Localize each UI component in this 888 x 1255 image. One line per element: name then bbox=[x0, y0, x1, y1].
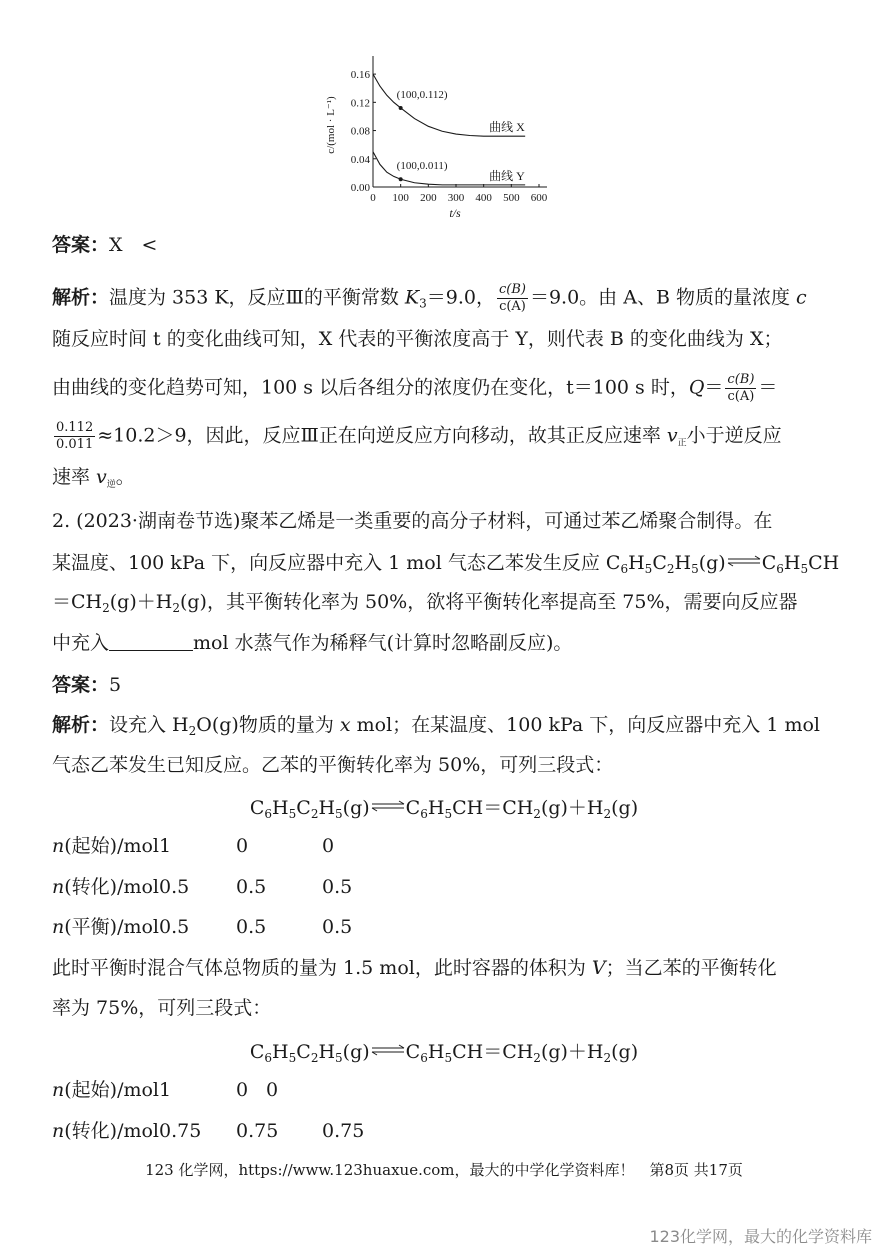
q2-stem-line-1: 2. (2023·湖南卷节选)聚苯乙烯是一类重要的高分子材料，可通过苯乙烯聚合制得。在 bbox=[52, 510, 773, 532]
equation-2: $C_6H_5C_2H_5(g)$ $C_6H_5CH=CH_2(g)+H_2(g)$ bbox=[0, 1037, 888, 1071]
table-row: n(起始)/mol1 bbox=[52, 835, 172, 857]
q1-answer bbox=[52, 232, 157, 258]
series-label-y: 曲线 Y bbox=[489, 168, 525, 183]
annotation-label: (100,0.011) bbox=[396, 160, 448, 173]
table-row: n(平衡)/mol0.5 bbox=[52, 916, 190, 938]
x-tick-label: 0 bbox=[370, 192, 376, 204]
q2-analysis-line-3: 此时平衡时混合气体总物质的量为 1.5 mol，此时容器的体积为 V；当乙苯的平衡转化 bbox=[52, 957, 777, 979]
q1-analysis-line-1: 解析：温度为 353 K，反应Ⅲ的平衡常数 $K_3=9.0$， $\frac{c(B)}{c(A)}$ ＝9.0。由 A、B 物质的量浓度 c bbox=[52, 282, 807, 314]
table-row: n(转化)/mol0.5 bbox=[52, 876, 190, 898]
y-tick-label: 0.08 bbox=[350, 125, 370, 138]
q2-answer bbox=[52, 672, 121, 698]
q2-answer-value: 5 bbox=[109, 674, 122, 696]
y-tick-label: 0.00 bbox=[350, 182, 370, 194]
equilibrium-arrow bbox=[371, 1037, 405, 1049]
q1-analysis-line-5: 速率 $v_逆$。 bbox=[52, 466, 135, 490]
fraction-0112-0011: $\frac{0.112}{0.011}$ bbox=[56, 420, 94, 452]
x-tick-label: 100 bbox=[392, 192, 409, 204]
q1-analysis-line-4: $\frac{0.112}{0.011}$ ≈10.2＞9，因此，反应Ⅲ正在向逆反应方向移动，故其正反应速率 $v_正$小于逆反应 bbox=[56, 420, 782, 452]
q1-analysis-line-3: 由曲线的变化趋势可知，100 s 以后各组分的浓度仍在变化，t＝100 s 时，Q＝ $\frac{c(B)}{c(A)}$ ＝ bbox=[52, 372, 778, 404]
x-tick-label: 600 bbox=[530, 192, 548, 204]
q2-analysis-label: 解析： bbox=[52, 714, 110, 736]
q2-analysis-line-4: 率为 75%，可列三段式： bbox=[52, 997, 272, 1019]
q2-stem-line-3: $=CH_2(g)+H_2(g)$，其平衡转化率为 50%，欲将平衡转化率提高至 75%，需要向反应器 bbox=[52, 591, 798, 615]
reaction-reactant: $C_6H_5C_2H_5(g)$ bbox=[605, 552, 726, 576]
x-tick-label: 300 bbox=[447, 192, 465, 204]
q2-stem-line-2: 某温度、100 kPa 下，向反应器中充入 1 mol 气态乙苯发生反应 $C_6H_5C_2H_5(g)$ $C_6H_5CH$ bbox=[52, 548, 839, 582]
x-tick-label: 200 bbox=[420, 192, 437, 204]
q1-answer-value: X < bbox=[109, 234, 158, 256]
q1-analysis-line-2: 随反应时间 t 的变化曲线可知，X 代表的平衡浓度高于 Y，则代表 B 的变化曲线为 X； bbox=[52, 328, 783, 350]
series-label-x: 曲线 X bbox=[489, 120, 525, 135]
reaction-product: $C_6H_5CH$ bbox=[761, 552, 840, 576]
page-footer: 123 化学网，https://www.123huaxue.com，最大的中学化学资料库！ 第8页 共17页 bbox=[145, 1161, 743, 1179]
q1-answer-label: 答案： bbox=[52, 234, 110, 256]
annotation-point bbox=[399, 106, 403, 110]
table-row: n(转化)/mol0.75 bbox=[52, 1120, 202, 1142]
answer-blank[interactable] bbox=[109, 632, 193, 651]
equilibrium-arrow bbox=[727, 548, 761, 560]
y-tick-label: 0.12 bbox=[350, 97, 370, 110]
q2-stem-line-4: 中充入 mol 水蒸气作为稀释气(计算时忽略副反应)。 bbox=[52, 632, 573, 654]
equation-1: $C_6H_5C_2H_5(g)$ $C_6H_5CH=CH_2(g)+H_2(g)$ bbox=[0, 793, 888, 827]
q2-analysis-line-2: 气态乙苯发生已知反应。乙苯的平衡转化率为 50%，可列三段式： bbox=[52, 754, 614, 776]
x-axis-label: t/s bbox=[449, 206, 461, 220]
fraction-cb-ca-2: $\frac{c(B)}{c(A)}$ bbox=[727, 372, 755, 404]
fraction-cb-ca: $\frac{c(B)}{c(A)}$ bbox=[498, 282, 526, 314]
y-tick-label: 0.04 bbox=[350, 153, 370, 166]
site-watermark: 123化学网，最大的化学资料库 bbox=[649, 1227, 872, 1246]
annotation-label: (100,0.112) bbox=[396, 88, 448, 101]
annotation-point bbox=[399, 177, 403, 181]
table-row: n(起始)/mol1 bbox=[52, 1079, 172, 1101]
concentration-time-chart bbox=[300, 40, 590, 230]
q1-analysis-label: 解析： bbox=[52, 286, 110, 309]
equilibrium-arrow bbox=[371, 793, 405, 805]
q2-answer-label: 答案： bbox=[52, 674, 110, 696]
x-tick-label: 500 bbox=[503, 192, 520, 204]
y-axis-label: c/(mol · L⁻¹) bbox=[325, 96, 337, 154]
q2-analysis-line-1: 解析：设充入 $H_2O(g)$物质的量为 x mol；在某温度、100 kPa 下，向反应器中充入 1 mol bbox=[52, 714, 820, 738]
x-tick-label: 400 bbox=[475, 192, 492, 204]
y-tick-label: 0.16 bbox=[350, 69, 370, 82]
